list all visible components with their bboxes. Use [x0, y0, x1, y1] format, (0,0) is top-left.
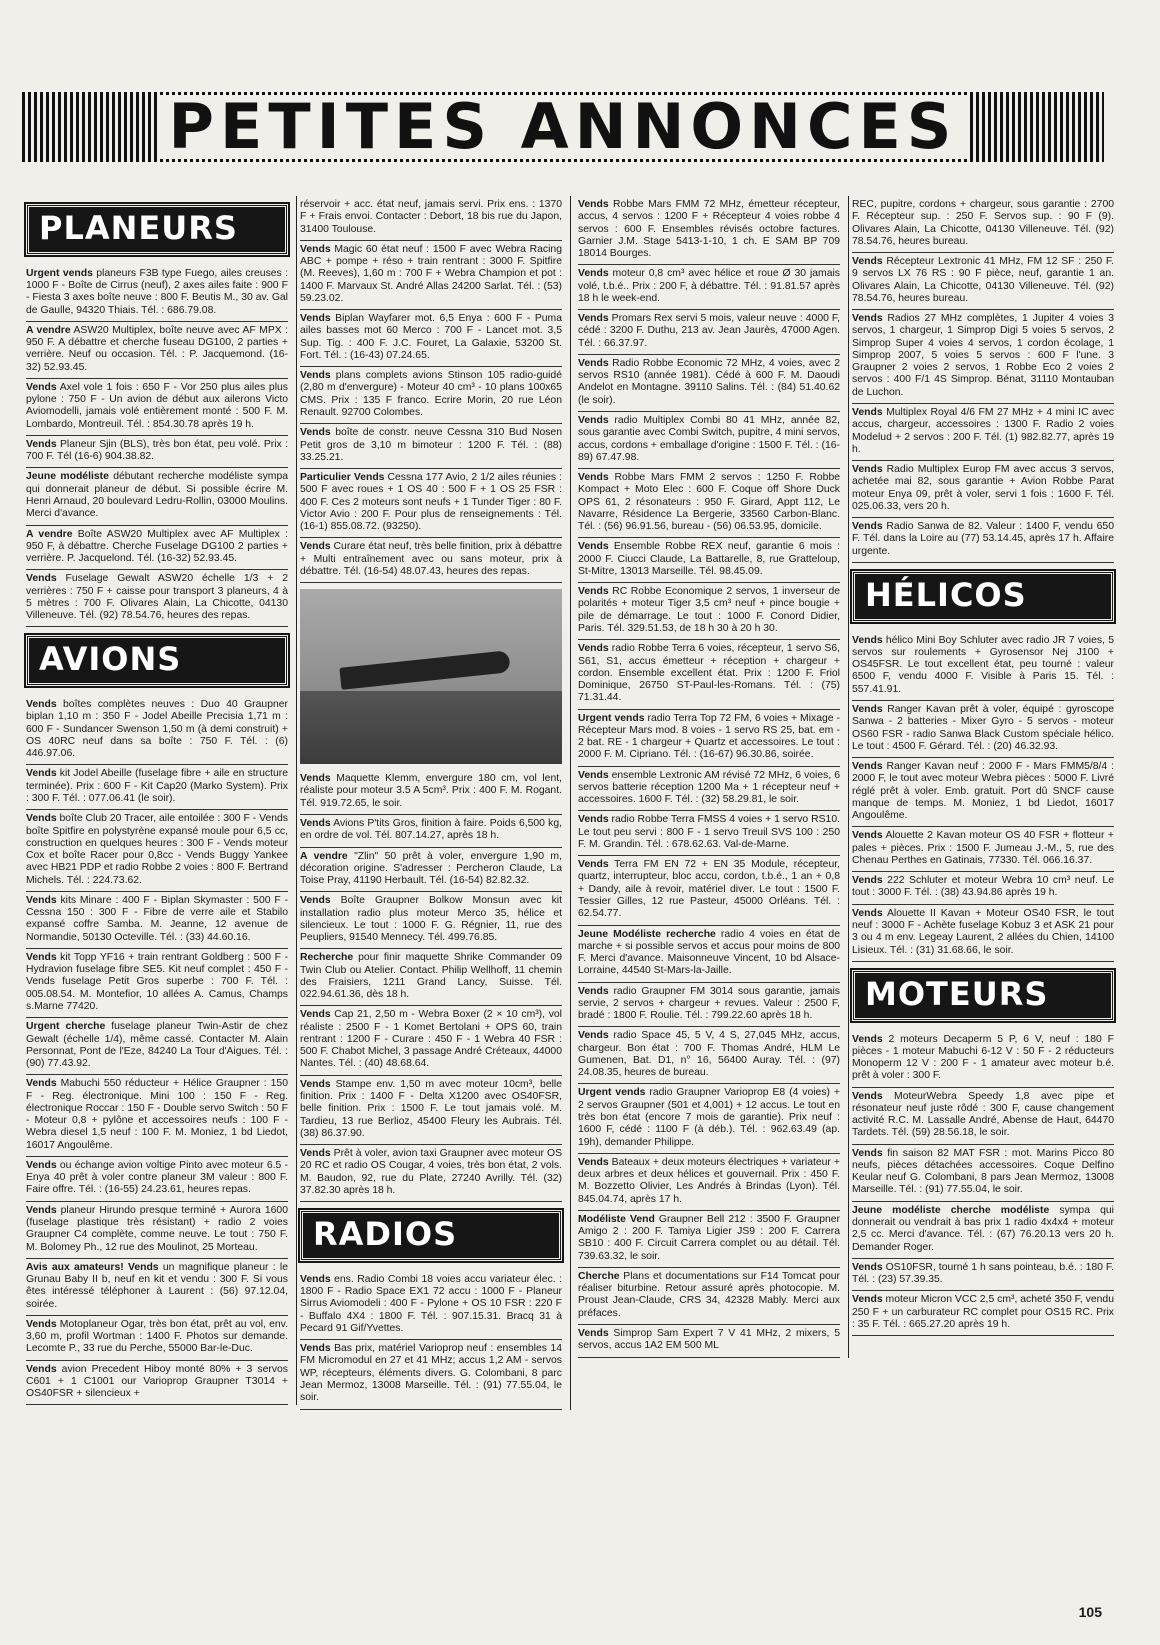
ad-lead: Vends [300, 313, 331, 325]
ad-text: Motoplaneur Ogar, très bon état, prêt au vol, env. 3,60 m, profil Wortman : 1400 F. Photos sur demande. Lecomte P., 33 rue du Perche, 55000 Bar-le-Duc. [26, 1318, 288, 1355]
classified-ad [578, 1027, 840, 1084]
classified-ad [300, 770, 562, 815]
section-helicos: HÉLICOS [852, 571, 1114, 622]
ad-lead: Vends [26, 438, 57, 450]
ad-text: ASW20 Multiplex, boîte neuve avec AF MPX : 950 F. A débattre et cherche fuseau DG100, 2 parties + verrière. Neuf ou occasion. Tél. : P. Jacquemond. (16-32) 52.93.45. [26, 324, 288, 373]
classified-ad [26, 1018, 288, 1075]
ad-text: radio Robbe Terra FMSS 4 voies + 1 servo RS10. Le tout peu servi : 800 F - 1 servo Treuil SVS 100 : 250 F. M. Grandin. Tél. : 678.62.63. Val-de-Marne. [578, 814, 840, 850]
ad-text: sympa qui donnerait ou vendrait à bas prix 1 radio 4x4x4 + moteur 2,5 cc. Merci d'avance. Tél. : (67) 76.20.13 vers 20 h. Demander Roger. [852, 1204, 1114, 1253]
classified-ad [852, 1088, 1114, 1145]
ad-lead: Vends [852, 703, 883, 715]
ad-lead: Jeune Modéliste recherche [578, 928, 716, 940]
ad-text: RC Robbe Economique 2 servos, 1 inverseur de polarités + moteur Tiger 3,5 cm³ neuf + pince bougie + pile de démarrage. Le tout : 1000 F. Conord Didier, Paris. Tél. 329.51.53, de 18 h 30 à 20 h 30. [578, 586, 840, 634]
page-number: 105 [1078, 1604, 1102, 1620]
ad-text: Planeur Sjin (BLS), très bon état, peu volé. Prix : 700 F. Tél (16-6) 904.38.82. [26, 438, 288, 463]
ad-lead: Vends [26, 951, 57, 963]
classified-ad [852, 518, 1114, 563]
ad-text: Promars Rex servi 5 mois, valeur neuve : 4000 F, cédé : 3200 F. Duthu, 213 av. Jean Jaurès, 47000 Agen. Tél. : 66.37.97. [578, 313, 840, 349]
classified-ad [578, 856, 840, 925]
ad-lead: Vends [300, 817, 331, 829]
ad-lead: Vends [578, 472, 609, 484]
ad-text: Cessna 177 Avio, 2 1/2 ailes réunies : 500 F avec roues + 1 OS 40 : 500 F + 1 OS 25 FSR : 400 F. Ces 2 moteurs sont neufs + 1 Tunder Tiger : 80 F. Victor Avio : 200 F. Pour plus de renseignements : Tél. (16-1) 855.08.72. (93250). [300, 472, 562, 533]
classified-ad [852, 1259, 1114, 1292]
ad-text: Stampe env. 1,50 m avec moteur 10cm³, belle finition. Prix : 1400 F - Delta X1200 avec OS40FSR, belle finition. Prix : 1500 F. Le tout jamais volé. M. Tardieu, 13 rue Berlioz, 45400 Fleury les Aubrais. Tél. (38) 86.37.90. [300, 1078, 562, 1139]
ad-lead: Jeune modéliste [26, 471, 109, 483]
classified-ad [578, 265, 840, 310]
ad-text: ens. Radio Combi 18 voies accu variateur élec. : 1800 F - Radio Space EX1 72 accu : 1000 F - Planeur Sirrus Aviomodeli : 400 F - Pylone + OS 10 FSR : 220 F - Buffalo 4X4 : 1800 F. Tél. : 907.15.31. Bracq 31 à Pecard 91 Gif/Yvettes. [300, 1273, 562, 1334]
classified-ad [300, 538, 562, 583]
ad-text: radio Graupner Varioprop E8 (4 voies) + 2 servos Graupner (501 et 4,001) + 12 accus. Le tout en très bon état (encore 7 mois de garantie). Prix neuf : 1600 F, cédé : 1100 F (à déb.). Tél. : 962.63.49 (ap. 19h), demander Philippe. [578, 1087, 840, 1148]
ad-lead: Vends [300, 895, 331, 907]
ad-lead: Vends [300, 1343, 331, 1355]
ad-text: fuselage planeur Twin-Astir de chez Gewalt (échelle 1/4), même cassé. Contacter M. Alain Personnat, Pont de l'Eze, 84240 La Tour d'Aigues. Tél. : (90) 77.43.92. [26, 1021, 288, 1070]
ad-lead: Vends [26, 1318, 57, 1330]
ad-text: Terra FM EN 72 + EN 35 Module, récepteur, quartz, interrupteur, bloc accu, cordon, t.b.é., 1 an + 0,8 + Dandy, aile à revoir, matériel diver. Le tout : 1500 F. Tessier Gilles, 12 rue Pasteur, 45000 Orléans. Tél. : 62.54.77. [578, 859, 840, 920]
classified-ad [300, 469, 562, 538]
ad-text: plans complets avions Stinson 105 radio-guidé (2,80 m d'envergure) - Moteur 40 cm³ - 10 plans 100x65 CMS. Prix : 135 F franco. Ecrire Morin, 20 rue Léon Renault. 92700 Colombes. [300, 370, 562, 418]
ad-text: ou échange avion voltige Pinto avec moteur 6.5 - Enya 40 prêt à voler contre planeur 3M valeur : 800 F. Faire offre. Tél. : (16-55) 24.23.61, heures repas. [26, 1159, 288, 1196]
classified-ad [578, 710, 840, 767]
ad-text: moteur Micron VCC 2,5 cm³, acheté 350 F, vendu 250 F + un carburateur RC complet pour OS15 RC. Prix : 35 F. Tél. : 665.27.20 après 19 h. [852, 1294, 1114, 1330]
classified-ad [578, 1211, 840, 1268]
classified-ad [300, 367, 562, 424]
classified-ad [26, 468, 288, 525]
column-2 [300, 196, 571, 1410]
ad-text: boîte Club 20 Tracer, aile entoilée : 300 F - Vends boîte Spitfire en polystyrène expansé moule pour 6,5 cc, construction en quelques heures : 300 F - Vends moteur Cox et boîte Racer pour 0,8cc - Vends Buggy Yankee avec HB21 PDP et radio Robbe 2 voies : 800 F. Bertrand Michels. Tél. : 224.73.62. [26, 813, 288, 886]
ad-lead: Jeune modéliste cherche modéliste [852, 1204, 1050, 1216]
ad-lead: Vends [300, 427, 331, 439]
ad-lead: Vends [852, 875, 883, 887]
ad-lead: Vends [578, 1030, 609, 1042]
classified-ad [578, 1268, 840, 1325]
ad-text: 222 Schluter et moteur Webra 10 cm³ neuf. Le tout : 3000 F. Tél. : (38) 43.94.86 après 19 h. [852, 875, 1114, 899]
photo-ground [300, 691, 562, 765]
ad-text: ensemble Lextronic AM révisé 72 MHz, 6 voies, 6 servos batterie réception 1200 Ma + 1 récepteur neuf + accessoires. 1600 F. Tél. : (32) 58.29.81, le soir. [578, 769, 840, 806]
ad-text: avion Precedent Hiboy monté 80% + 3 servos C601 + 1 C1001 our Varioprop Graupner T3014 + OS40FSR + silencieux + [26, 1363, 288, 1400]
ad-lead: Vends [578, 643, 609, 655]
ad-text: Avions P'tits Gros, finition à faire. Poids 6,500 kg, en ordre de vol. Tél. 807.14.27, après 18 h. [300, 817, 562, 842]
ad-lead: Urgent vends [26, 267, 93, 279]
ad-text: réservoir + acc. état neuf, jamais servi. Prix ens. : 1370 F + Frais envoi. Contacter : Debort, 18 bis rue du Japon, 31400 Toulouse. [300, 199, 562, 235]
ad-lead: Vends [852, 1033, 883, 1045]
classified-ad [26, 949, 288, 1018]
ad-lead: Vends [26, 894, 57, 906]
ad-lead: Vends [26, 381, 57, 393]
ad-lead: Vends [578, 769, 609, 781]
ad-text: débutant recherche modéliste sympa qui donnerait planeur de début. Si possible écrire M. Henri Arnaud, 20 boulevard Ledru-Rollin, 03000 Moulins. Merci d'avance. [26, 471, 289, 520]
ad-lead: Vends [852, 256, 883, 268]
ad-lead: Vends [852, 907, 883, 919]
ad-text: Maquette Klemm, envergure 180 cm, vol lent, réaliste pour moteur 3.5 A 5cm³. Prix : 400 F. M. Rogant. Tél. 919.72.65, le soir. [300, 773, 562, 809]
ad-lead: Vends [26, 1204, 57, 1216]
ad-lead: Vends [26, 768, 57, 780]
classified-ad [26, 436, 288, 469]
classified-ad [26, 765, 288, 810]
ad-lead: Vends [578, 414, 609, 426]
classified-ad [852, 872, 1114, 905]
classified-ad [578, 196, 840, 265]
ad-text: Robbe Mars FMM 2 servos : 1250 F. Robbe Kompact + Moto Elec : 600 F. Coque off Shore Duck OPS 61, 2 résonateurs : 950 F. Girard, Appt 112, Le Navarre, Résidence La Bergerie, 33560 Carbon-Blanc. Tél. : (56) 96.91.56, bureau - (56) 06.53.95, domicile. [578, 472, 840, 533]
section-radios: RADIOS [300, 1210, 562, 1261]
classified-ad [852, 461, 1114, 518]
ad-lead: Vends [26, 1159, 57, 1171]
ad-text: hélico Mini Boy Schluter avec radio JR 7 voies, 5 servos sur roulements + Gyrosensor Nej J100 + OS45FSR. Le tout excellent état, peu tourné : valeur 6500 F, vendu 4000 F. Visible à Paris 15. Tél. : 557.41.91. [852, 634, 1114, 695]
ad-text: Graupner Bell 212 : 3500 F. Graupner Amigo 2 : 200 F. Tamiya Ligier JS9 : 200 F. Carrera SB10 : 400 F. Circuit Carrera complet ou au détail. Tél. 739.63.32, le soir. [578, 1213, 840, 1262]
classified-ad [578, 1325, 840, 1358]
page-banner [22, 92, 1104, 162]
classified-ad [852, 905, 1114, 962]
classified-ad [300, 424, 562, 469]
classified-ad [578, 412, 840, 469]
ad-text: Alouette 2 Kavan moteur OS 40 FSR + flotteur + pales + pièces. Prix : 1500 F. Jumeau J.-M., 5, rue des Chenau Perthes en Gatinais, 77330. Tél. 066.16.37. [852, 830, 1114, 866]
ad-lead: Recherche [300, 952, 354, 964]
classified-ad [300, 815, 562, 848]
ad-text: Robbe Mars FMM 72 MHz, émetteur récepteur, accus, 4 servos : 1200 F + Récepteur 4 voies robbe 4 servos : 600 F. Ensembles révisés octobre factures. Garnier J.M. Stage 5413-1-10, 1 ch. E SAM BP 709 18014 Bourges. [578, 199, 840, 260]
classified-ad [852, 827, 1114, 872]
ad-lead: Vends [300, 1273, 331, 1285]
classified-ad [578, 355, 840, 412]
classified-ad [852, 310, 1114, 404]
ad-lead: Vends [300, 541, 331, 553]
ad-text: Axel vole 1 fois : 650 F - Vor 250 plus ailes plus pylone : 750 F - Un avion de début aux ailerons Victo Aviomodelli, jamais volé entièrement monté : 500 F. M. Lombardo, Montreuil. Tél. : 854.30.78 après 19 h. [26, 381, 288, 430]
ad-text: kit Jodel Abeille (fuselage fibre + aile en structure terminée). Prix : 600 F - Kit Cap20 (Marko System). Prix : 300 F. Tél. : 077.06.41 (le soir). [26, 768, 288, 804]
ad-lead: Urgent cherche [26, 1021, 106, 1033]
classified-ad [578, 1084, 840, 1153]
ad-text: radio Terra Top 72 FM, 6 voies + Mixage - Récepteur Mars mod. 8 voies - 1 servo RS 25, bat. em - 2 bat. RE - 1 chargeur + Quartz et accessoires. Le tout : 2000 F. M. Cipriano. Tél. : (16-67) 96.30.86, soirée. [578, 712, 840, 761]
ad-lead: Vends [300, 773, 331, 785]
ad-lead: Vends [300, 1148, 331, 1160]
column-3 [578, 196, 849, 1358]
ad-text: Récepteur Lextronic 41 MHz, FM 12 SF : 250 F. 9 servos LX 76 RS : 90 F pièce, neuf, garantie 1 an. Olivares Alain, La Chicotte, 04130 Villeneuve. Tél. (92) 78.54.76, heures bureau. [852, 256, 1114, 304]
ad-lead: Vends [26, 813, 57, 825]
ad-text: Bateaux + deux moteurs électriques + variateur + deux arbres et deux hélices et gouvernail. Prix : 450 F. M. Bozzetto Olivier, Les Andrés à Brindas (Lyon). Tél. 845.04.74, après 17 h. [578, 1156, 840, 1205]
ads-avions-cont-2 [300, 770, 562, 1202]
ad-text: "Zlin" 50 prêt à voler, envergure 1,90 m, décoration origine. S'adresser : Percheron Claude, La Toise Pray, 41190 Herbault. Tél. (16-54) 82.82.32. [300, 850, 562, 887]
ad-lead: Vends [578, 814, 609, 826]
ad-lead: Vends [578, 859, 609, 871]
ad-lead: Urgent vends [578, 1087, 646, 1099]
classified-ad [852, 701, 1114, 758]
classified-ad [300, 1076, 562, 1145]
ad-lead: Vends [852, 1294, 883, 1306]
ad-text: Radio Robbe Economic 72 MHz, 4 voies, avec 2 servos RS10 (année 1981). Cédé à 600 F. M. Daoudi Andelot en Montagne. 39110 Salins. Tél. : (84) 51.40.62 (le soir). [578, 357, 840, 406]
ad-text: Magic 60 état neuf : 1500 F avec Webra Racing ABC + pompe + réso + train rentrant : 3000 F. Spitfire (M. Reeves), 1,60 m : 700 F + Webra Champion et pot : 1400 F. Marvaux St. André Allas 24200 Sarlat. Tél. : (53) 59.23.02. [300, 243, 562, 304]
classified-ad [300, 1006, 562, 1075]
ad-lead: Vends [852, 634, 883, 646]
ad-lead: Vends [578, 357, 609, 369]
ad-text: Boîte ASW20 Multiplex avec AF Multiplex : 950 F, à débattre. Cherche Fuselage DG100 2 parties + verrière. P. Jacquelond. Tél. (16-32) 52.93.45. [26, 528, 288, 565]
ad-text: Prêt à voler, avion taxi Graupner avec moteur OS 20 RC et radio OS Cougar, 4 voies, très bon état, 2 vols. M. Baudon, 92, rue du Plate, 27240 Avrilly. Tél. (32) 37.82.30 après 18 h. [300, 1148, 562, 1196]
ad-text: Multiplex Royal 4/6 FM 27 MHz + 4 mini IC avec accus, chargeur, accessoires : 1300 F. Radio 2 voies Modelud + 2 servos : 200 F. Tél. (1) 982.82.77, après 19 h. [852, 406, 1114, 455]
ad-text: radio Robbe Terra 6 voies, récepteur, 1 servo S6, S61, S1, accus émetteur + réception + chargeur + cordon. Ensemble excellent état. Prix : 1200 F. Friol Dominique, 26750 ST-Paul-les-Romans. Tél. : (75) 71.31.44. [578, 643, 840, 704]
column-1 [26, 196, 297, 1405]
classified-ad [300, 1271, 562, 1340]
ad-lead: Vends [300, 1009, 331, 1021]
ad-text: kits Minare : 400 F - Biplan Skymaster : 500 F - Cessna 150 : 300 F - Fibre de verre aile et Stabilo expansé coffre Samba. M. Jeanne, 12 avenue de Normandie, 50130 Octeville. Tél. : (33) 44.60.16. [26, 894, 288, 943]
ad-lead: Vends [300, 243, 331, 255]
ad-text: planeurs F3B type Fuego, ailes creuses : 1000 F - Boîte de Cirrus (neuf), 2 axes ailes faite : 900 F - Fiesta 3 axes boîte neuve : 800 F. Beutis M., 30 av. Gal de Gaulle, 94320 Thiais. Tél. : 686.79.08. [26, 267, 289, 316]
ad-lead: Vends [578, 985, 609, 997]
classified-ad [300, 949, 562, 1006]
ad-text: Mabuchi 550 réducteur + Hélice Graupner : 150 F - Reg. électronique. Mini 100 : 150 F - Reg. électronique Roccar : 150 F - Double servo Switch : 50 F - Moteur 0,8 + pylône et accessoires neufs : 100 F - Webra diesel 1,5 neuf : 100 F. M. Moniez, 1 bd Liedot, 16017 Angoulême. [26, 1078, 288, 1151]
ad-lead: Vends [852, 464, 883, 476]
classified-ad [26, 1259, 288, 1316]
ad-text: moteur 0,8 cm³ avec hélice et roue Ø 30 jamais volé, t.b.é.. Prix : 200 F, à débattre. Tél. : 91.81.57 après 18 h le week-end. [578, 268, 840, 304]
ads-avions [26, 696, 288, 1405]
classified-ad [26, 1361, 288, 1406]
classified-ad [300, 1145, 562, 1202]
ad-lead: Vends [578, 1156, 609, 1168]
ad-text: boîtes complètes neuves : Duo 40 Graupner biplan 1,10 m : 350 F - Jodel Abeille Precisia 1,71 m : 600 F - Sundancer Swenson 1,50 m (à demi construit) + OS 40RC neuf dans sa boîte : 750 F. Tél. : (6) 446.97.06. [26, 699, 288, 760]
ad-lead: Vends [26, 1078, 57, 1090]
ad-lead: Modéliste Vend [578, 1213, 655, 1225]
classified-ad [26, 379, 288, 436]
ads-radios-cont [578, 196, 840, 1358]
ads-moteurs [852, 1031, 1114, 1337]
classified-ad [578, 640, 840, 709]
ads-radios-cont-2 [852, 196, 1114, 563]
banner-title: PETITES ANNONCES [159, 95, 968, 159]
classified-ad [578, 811, 840, 856]
ad-text: Alouette II Kavan + Moteur OS40 FSR, le tout neuf : 3000 F - Achète fuselage Kobuz 3 et ASK 21 pour 3 ou 4 m env. Legeay Laurent, 2 allées du Chien, 14100 Lisieux. Tél. : (31) 31.68.66, le soir. [852, 907, 1114, 956]
ad-lead: Vends [26, 1363, 57, 1375]
ad-text: 2 moteurs Decaperm 5 P, 6 V, neuf : 180 F pièces - 1 moteur Mabuchi 6-12 V : 50 F - 2 réducteurs Monoperm 12 V : 200 F - 1 amateur avec moteur b.é. prêt à voler : 300 F. [852, 1033, 1114, 1082]
ad-text: radio Graupner FM 3014 sous garantie, jamais servie, 2 servos + chargeur + revues. Valeur : 2500 F, bradé : 1800 F. Roulie. Tél. : 799.22.60 après 18 h. [578, 985, 840, 1022]
ad-lead: Vends [852, 313, 883, 325]
classified-ad [300, 892, 562, 949]
ad-lead: Vends [300, 370, 331, 382]
ad-lead: A vendre [300, 850, 348, 862]
ad-lead: A vendre [26, 324, 71, 336]
ad-text: Plans et documentations sur F14 Tomcat pour réaliser biturbine. Retour assuré après photocopie. M. Proust Jean-Claude, CRS 34, 42328 Mably. Merci aux préfaces. [578, 1270, 840, 1319]
ads-planeurs [26, 265, 288, 628]
classified-ad [26, 1202, 288, 1259]
ad-text: Radio Sanwa de 82. Valeur : 1400 F, vendu 650 F. Tél. dans la Loire au (77) 53.14.45, après 17 h. Affaire urgente. [852, 521, 1114, 557]
ad-text: planeur Hirundo presque terminé + Aurora 1600 (fuselage plastique très résistant) + radio 2 voies Graupner C4 complète, comme neuve. Le tout : 750 F. M. Bolomey Ph., 12 rue des Moulinot, 25 Morteau. [26, 1204, 288, 1253]
classified-ad [578, 983, 840, 1028]
classified-ad [852, 196, 1114, 253]
section-planeurs: PLANEURS [26, 204, 288, 255]
ads-helicos [852, 632, 1114, 962]
ad-lead: Avis aux amateurs! Vends [26, 1261, 159, 1273]
ad-lead: Vends [852, 761, 883, 773]
ad-lead: Vends [852, 1147, 883, 1159]
classified-ad [300, 1340, 562, 1409]
classified-ad [300, 241, 562, 310]
ad-lead: Particulier Vends [300, 472, 385, 484]
classified-ad [852, 1291, 1114, 1336]
classified-ad [578, 1154, 840, 1211]
ad-text: Ranger Kavan neuf : 2000 F - Mars FMM5/8/4 : 2000 F, le tout avec moteur Webra pièces : 5000 F. Livré réglé prêt à voler. Emb. gratuit. Port dû SNCF cause manque de temps. M. Moniez, 1 bd Liedot, 16017 Angoulême. [852, 761, 1114, 822]
ad-text: Fuselage Gewalt ASW20 échelle 1/3 + 2 verrières : 750 F + caisse pour transport 3 planeurs, 4 à 5 mètres : 700 F. Olivares Alain, La Chicotte, 04130 Villeneuve. Tél. (92) 78.54.76, heures des repas. [26, 573, 288, 622]
classified-ad [852, 253, 1114, 310]
classified-ad [26, 892, 288, 949]
classified-ad [852, 632, 1114, 701]
ad-text: MoteurWebra Speedy 1,8 avec pipe et résonateur neuf juste rôdé : 300 F, cause changement activité R.C. M. Lassalle André, Abense de Haut, 64470 Tardets. Tél. (59) 28.56.18, le soir. [852, 1090, 1114, 1139]
ad-lead: Vends [578, 313, 609, 325]
ad-text: Radios 27 MHz complètes, 1 Jupiter 4 voies 3 servos, 1 chargeur, 1 Simprop Digi 5 voies 5 servos, 2 Simprop Super 4 voies 4 servos, 1 cordon écolage, 1 Simprop 2007, 5 voies 5 servos : 600 F l'une. 3 Graupner 2 voies 2 servos, 1 Robbe Eco 2 voies 2 servos : 400 F/1 4S Simprop. Bénat, 31110 Montauban de Luchon. [852, 313, 1114, 398]
column-4 [852, 196, 1114, 1336]
ad-text: boîte de constr. neuve Cessna 310 Bud Nosen Petit gros de 3,10 m bimoteur : 1200 F. Tél. : (88) 33.25.21. [300, 427, 562, 463]
ad-text: fin saison 82 MAT FSR : mot. Marins Picco 80 neufs, pièces détachées accessoires. Coque Delfino Keular neuf G. Colombani, 8 pars Jean Mermoz, 13008 Marseille. Tél. : (91) 77.55.04, le soir. [852, 1147, 1114, 1196]
ad-lead: A vendre [26, 528, 73, 540]
ad-lead: Vends [852, 1090, 883, 1102]
ad-text: pour finir maquette Shrike Commander 09 Twin Club ou Atelier. Contact. Philip Wellhoff, 11 chemin des Fraisiers, 1211 Grand Lancy, Suisse. Tél. 022.94.61.36, dès 18 h. [300, 952, 562, 1001]
classified-ad [300, 196, 562, 241]
ad-text: radio 4 voies en état de marche + si possible servos et accus pour moins de 800 F. Merci d'avance. Maisonneuve Vincent, 10 bd Alsace-Lorraine, 44540 St-Mars-la-Jaille. [578, 928, 840, 977]
classified-ad [300, 848, 562, 893]
aircraft-photo [300, 589, 562, 764]
ad-text: Simprop Sam Expert 7 V 41 MHz, 2 mixers, 5 servos, accus 1A2 EM 500 ML [578, 1327, 840, 1352]
ad-text: radio Space 45, 5 V, 4 S, 27,045 MHz, accus, chargeur. Bon état : 700 F. Thomas André, HLM Le Gumenen, Bat. D1, n° 16, 56400 Auray. Tél. : (97) 24.08.35, heures de bureau. [578, 1030, 840, 1079]
classified-ad [578, 767, 840, 812]
classified-ad [26, 322, 288, 379]
ad-lead: Cherche [578, 1270, 620, 1282]
ad-lead: Vends [578, 586, 609, 598]
classified-ad [26, 1075, 288, 1157]
classified-ad [26, 1316, 288, 1361]
ad-text: Bas prix, matériel Varioprop neuf : ensembles 14 FM Micromodul en 27 et 41 MHz; accus 1,2 AM - servos WP, récepteurs, éléments divers. G. Colombani, 8 parc Jean Mermoz, 13008 Marseille. Tél. : (91) 77.55.04, le soir. [300, 1343, 562, 1404]
section-moteurs: MOTEURS [852, 970, 1114, 1021]
ad-lead: Vends [26, 573, 57, 585]
classified-ad [26, 265, 288, 322]
ad-text: Cap 21, 2,50 m - Webra Boxer (2 × 10 cm³), vol réaliste : 2500 F - 1 Komet Bertolani + OPS 60, train rentrant : 1200 F - Curare : 450 F - 1 Webra 40 FSR : 500 F. Chabot Michel, 3 passage André Créteaux, 44000 Nantes. Tél. : (40) 48.68.64. [300, 1009, 562, 1070]
ad-text: Radio Multiplex Europ FM avec accus 3 servos, achetée mai 82, sous garantie + Avion Robbe Parat moteur Enya 09, prêt à voler, servi 1 fois : 1600 F. Tél. 025.06.33, vers 20 h. [852, 464, 1114, 512]
ads-avions-cont [300, 196, 562, 583]
classified-ad [852, 1145, 1114, 1202]
section-avions: AVIONS [26, 635, 288, 686]
classified-ad [26, 696, 288, 765]
classified-ad [578, 926, 840, 983]
ad-lead: Vends [26, 699, 57, 711]
ad-lead: Vends [300, 1078, 331, 1090]
ad-lead: Vends [852, 521, 883, 533]
classified-ad [578, 583, 840, 640]
ad-text: Boîte Graupner Bolkow Monsun avec kit installation radio plus moteur Merco 35, hélice et silencieux. Le tout : 1000 F. G. Régnier, 11, rue des Peupliers, 91540 Mennecy. Tél. 499.76.85. [300, 895, 562, 944]
ad-lead: Vends [852, 1261, 883, 1273]
ad-text: Ensemble Robbe REX neuf, garantie 6 mois : 2000 F. Ciucci Claude, La Battarelle, 8, rue Gratteloup, St-Mitre, 13013 Marseille. Tél. 98.45.09. [578, 541, 840, 577]
classified-ad [852, 404, 1114, 461]
ad-lead: Urgent vends [578, 712, 645, 724]
ad-lead: Vends [578, 1327, 609, 1339]
ad-lead: Vends [578, 268, 609, 280]
ad-text: radio Multiplex Combi 80 41 MHz, année 82, sous garantie avec Combi Switch, pupitre, 4 mini servos, accus, cordons + emballage d'origine : 1500 F. Tél. : (16-89) 67.47.98. [578, 414, 840, 463]
ad-lead: Vends [578, 199, 609, 210]
ad-lead: Vends [852, 406, 883, 418]
classified-ad [26, 810, 288, 892]
classified-ad [578, 538, 840, 583]
classified-ad [578, 469, 840, 538]
classified-ad [300, 310, 562, 367]
classified-ad [852, 1031, 1114, 1088]
ad-lead: Vends [578, 541, 609, 553]
ad-text: REC, pupitre, cordons + chargeur, sous garantie : 2700 F. Récepteur sup. : 250 F. Servos sup. : 90 F (9). Olivares Alain, La Chicotte, 04130 Villeneuve. Tél. (92) 78.54.76, heures bureau. [852, 199, 1114, 247]
ad-text: Biplan Wayfarer mot. 6,5 Enya : 600 F - Puma ailes basses mot 60 Merco : 700 F - Lancet mot. 3,5 Sup. Tig. : 400 F. J.C. Fouret, La Galaxie, 53200 St. Fort. Tél. : (16-43) 07.24.65. [300, 313, 562, 361]
classified-ad [26, 526, 288, 571]
classified-ad [26, 570, 288, 627]
ad-text: OS10FSR, tourné 1 h sans pointeau, b.é. : 180 F. Tél. : (23) 57.39.35. [852, 1261, 1114, 1286]
classified-ad [578, 310, 840, 355]
ad-text: kit Topp YF16 + train rentrant Goldberg : 500 F - Hydravion fuselage fibre SE5. Kit neuf complet : 450 F - Vends fuselage Petit Gros superbe : 700 F. Tél. : 005.08.54. M. Montefior, 10 allées A. Camus, Champs s.Marne 77420. [26, 951, 288, 1012]
ad-text: un magnifique planeur : le Grunau Baby II b, neuf en kit et vendu : 300 F. Si vous êtes intéressé téléphoner à Laurent : (56) 97.12.04, soirée. [26, 1261, 288, 1310]
classified-ad [852, 758, 1114, 827]
classified-ad [26, 1157, 288, 1202]
ad-text: Curare état neuf, très belle finition, prix à débattre + Multi entraînement avec ou sans moteur, prix à débattre. Tél. (16-54) 48.07.43, heures des repas. [300, 541, 562, 577]
ad-lead: Vends [852, 830, 883, 842]
ads-radios [300, 1271, 562, 1410]
classified-ad [852, 1202, 1114, 1259]
ad-text: Ranger Kavan prêt à voler, équipé : gyroscope Sanwa - 2 batteries - Mixer Gyro - 5 servos - moteur OS60 FSR - radio Sanwa Black Custom spéciale hélico. Le tout : 4500 F. Gérard. Tél. : (20) 46.32.93. [852, 703, 1114, 752]
